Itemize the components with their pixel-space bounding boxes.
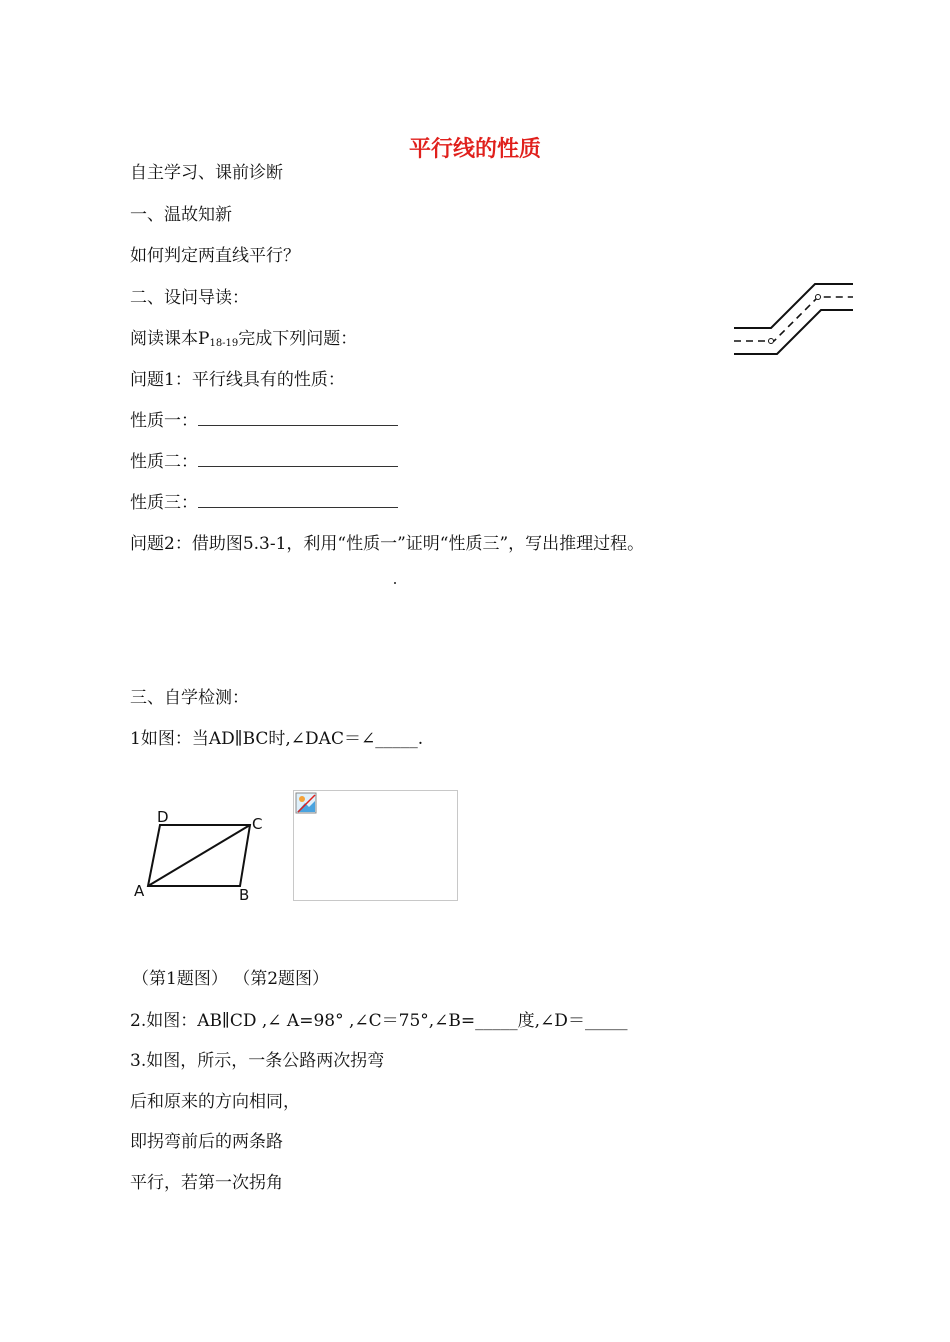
exercise-3-line-2: 后和原来的方向相同， xyxy=(130,1092,300,1112)
reading-instruction-text-a: 阅读课本P xyxy=(130,329,210,349)
property-3-row xyxy=(130,492,398,514)
property-2-blank[interactable] xyxy=(198,451,398,467)
property-1-blank[interactable] xyxy=(198,410,398,426)
road-figure xyxy=(733,276,853,360)
reading-instruction-text-b: 完成下列问题： xyxy=(238,329,358,349)
exercise-1: 1如图：当AD∥BC时,∠DAC＝∠_____. xyxy=(130,729,424,749)
exercise-3-line-4: 平行，若第一次拐角 xyxy=(130,1173,283,1193)
figure-captions: （第1题图） （第2题图） xyxy=(132,969,330,989)
road-center-line xyxy=(734,297,853,341)
figure-2-placeholder xyxy=(293,790,458,901)
vertex-label-c: C xyxy=(252,815,263,833)
exercise-3-line-1: 3.如图，所示，一条公路两次拐弯 xyxy=(130,1051,385,1071)
property-1-label: 性质一： xyxy=(130,411,198,431)
diagonal-ac xyxy=(148,825,250,886)
property-3-label: 性质三： xyxy=(130,493,198,513)
property-2-label: 性质二： xyxy=(130,452,198,472)
section-self-check: 三、自学检测： xyxy=(130,688,249,708)
section-guided-reading: 二、设问导读： xyxy=(130,288,249,308)
road-marker-2 xyxy=(816,295,821,300)
road-marker-1 xyxy=(769,339,774,344)
section-heading-self-study: 自主学习、课前诊断 xyxy=(130,163,283,183)
stray-dot xyxy=(394,582,396,584)
vertex-label-b: B xyxy=(239,886,250,904)
property-3-blank[interactable] xyxy=(198,492,398,508)
parallelogram-figure xyxy=(132,808,272,904)
exercise-2: 2.如图：AB∥CD ,∠ A=98° ,∠C＝75°,∠B=_____度,∠D＝_____ xyxy=(130,1011,628,1031)
reading-instruction xyxy=(130,328,357,355)
road-outer-edge-bottom xyxy=(734,310,853,354)
page-title: 平行线的性质 xyxy=(408,137,541,162)
exercise-3-line-3: 即拐弯前后的两条路 xyxy=(130,1132,283,1152)
broken-image-icon xyxy=(295,792,317,814)
section-review: 一、温故知新 xyxy=(130,205,232,225)
vertex-label-d: D xyxy=(157,808,169,826)
question-2: 问题2：借助图5.3-1，利用“性质一”证明“性质三”，写出推理过程。 xyxy=(130,534,645,554)
question-parallel-criteria: 如何判定两直线平行？ xyxy=(130,246,300,266)
page-range: 18-19 xyxy=(209,338,239,349)
vertex-label-a: A xyxy=(134,882,145,900)
property-1-row xyxy=(130,410,398,432)
question-1: 问题1：平行线具有的性质： xyxy=(130,370,345,390)
road-outer-edge-top xyxy=(734,284,853,328)
property-2-row xyxy=(130,451,398,473)
